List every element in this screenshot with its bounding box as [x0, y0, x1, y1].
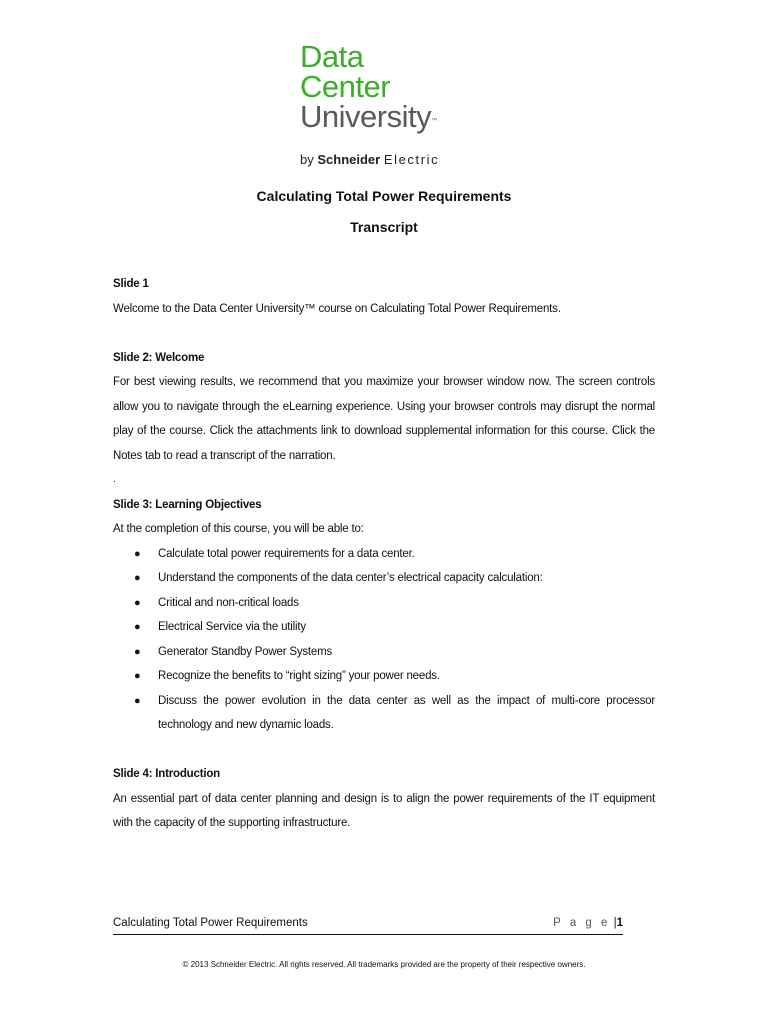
logo-university-word: University	[300, 99, 432, 134]
transcript-body	[113, 272, 655, 836]
list-item	[113, 664, 655, 689]
data-center-university-logo	[300, 39, 470, 174]
bullet-icon: ●	[134, 645, 141, 658]
list-item	[113, 591, 655, 616]
bullet-icon: ●	[134, 670, 141, 682]
footer-page-indicator	[553, 917, 623, 929]
list-item-text: Calculate total power requirements for a data center.	[158, 547, 415, 560]
list-item	[113, 615, 655, 640]
document-title: Calculating Total Power Requirements	[256, 188, 512, 204]
slide-3-intro: At the completion of this course, you will be able to:	[113, 523, 364, 535]
footer-page-number: 1	[616, 917, 623, 929]
logo-line-university	[300, 99, 470, 134]
footer-page-label: P a g e	[553, 917, 611, 929]
slide-3-heading: Slide 3: Learning Objectives	[113, 498, 262, 511]
bullet-icon: ●	[134, 596, 141, 609]
list-item-text: Electrical Service via the utility	[158, 621, 306, 633]
spacer	[113, 738, 655, 763]
list-item-text: Understand the components of the data center’s electrical capacity calculation:	[158, 572, 543, 584]
list-item	[113, 689, 655, 738]
slide-1-text: Welcome to the Data Center University™ course on Calculating Total Power Requirements.	[113, 302, 561, 315]
list-item	[113, 640, 655, 665]
list-item-text: Critical and non-critical loads	[158, 596, 299, 609]
page-footer	[113, 916, 623, 935]
copyright-notice: © 2013 Schneider Electric. All rights reserved. All trademarks provided are the property of their respective owners.	[182, 960, 586, 969]
bullet-icon: ●	[134, 694, 141, 707]
slide-2-trailing-dot: .	[113, 474, 116, 485]
slide-1-heading: Slide 1	[113, 278, 149, 290]
logo-by: by	[300, 152, 314, 167]
list-item	[113, 542, 655, 567]
logo-schneider: Schneider	[317, 152, 381, 167]
learning-objectives-list	[113, 542, 655, 738]
slide-4-heading: Slide 4: Introduction	[113, 768, 220, 780]
bullet-icon: ●	[134, 547, 141, 560]
spacer	[113, 321, 655, 346]
list-item-text: Discuss the power evolution in the data center as well as the impact of multi-core processor technology and new dynamic loads.	[158, 694, 655, 731]
slide-4-text: An essential part of data center planning and design is to align the power requirements of the IT equipment with the capacity of the supporting infrastructure.	[113, 792, 655, 829]
footer-title: Calculating Total Power Requirements	[113, 917, 308, 929]
list-item	[113, 566, 655, 591]
list-item-text: Generator Standby Power Systems	[158, 645, 333, 658]
document-subtitle: Transcript	[350, 219, 418, 235]
logo-trademark: ™	[431, 118, 437, 124]
list-item-text: Recognize the benefits to “right sizing” your power needs.	[158, 670, 440, 682]
logo-line-data: Data	[300, 39, 364, 74]
bullet-icon: ●	[134, 572, 141, 584]
footer-separator: |	[610, 917, 617, 929]
bullet-icon: ●	[134, 621, 141, 633]
logo-byline	[300, 152, 439, 167]
slide-2-text: For best viewing results, we recommend that you maximize your browser window now. The screen controls allow you to navigate through the eLearning experience. Using your browser controls may disrupt the normal play of the course. Click the attachments link to download supplemental information for this course. Click the Notes tab to read a transcript of the narration.	[113, 376, 655, 462]
slide-2-heading: Slide 2: Welcome	[113, 351, 205, 364]
logo-electric: Electric	[383, 152, 440, 167]
logo-line-center: Center	[300, 69, 391, 104]
